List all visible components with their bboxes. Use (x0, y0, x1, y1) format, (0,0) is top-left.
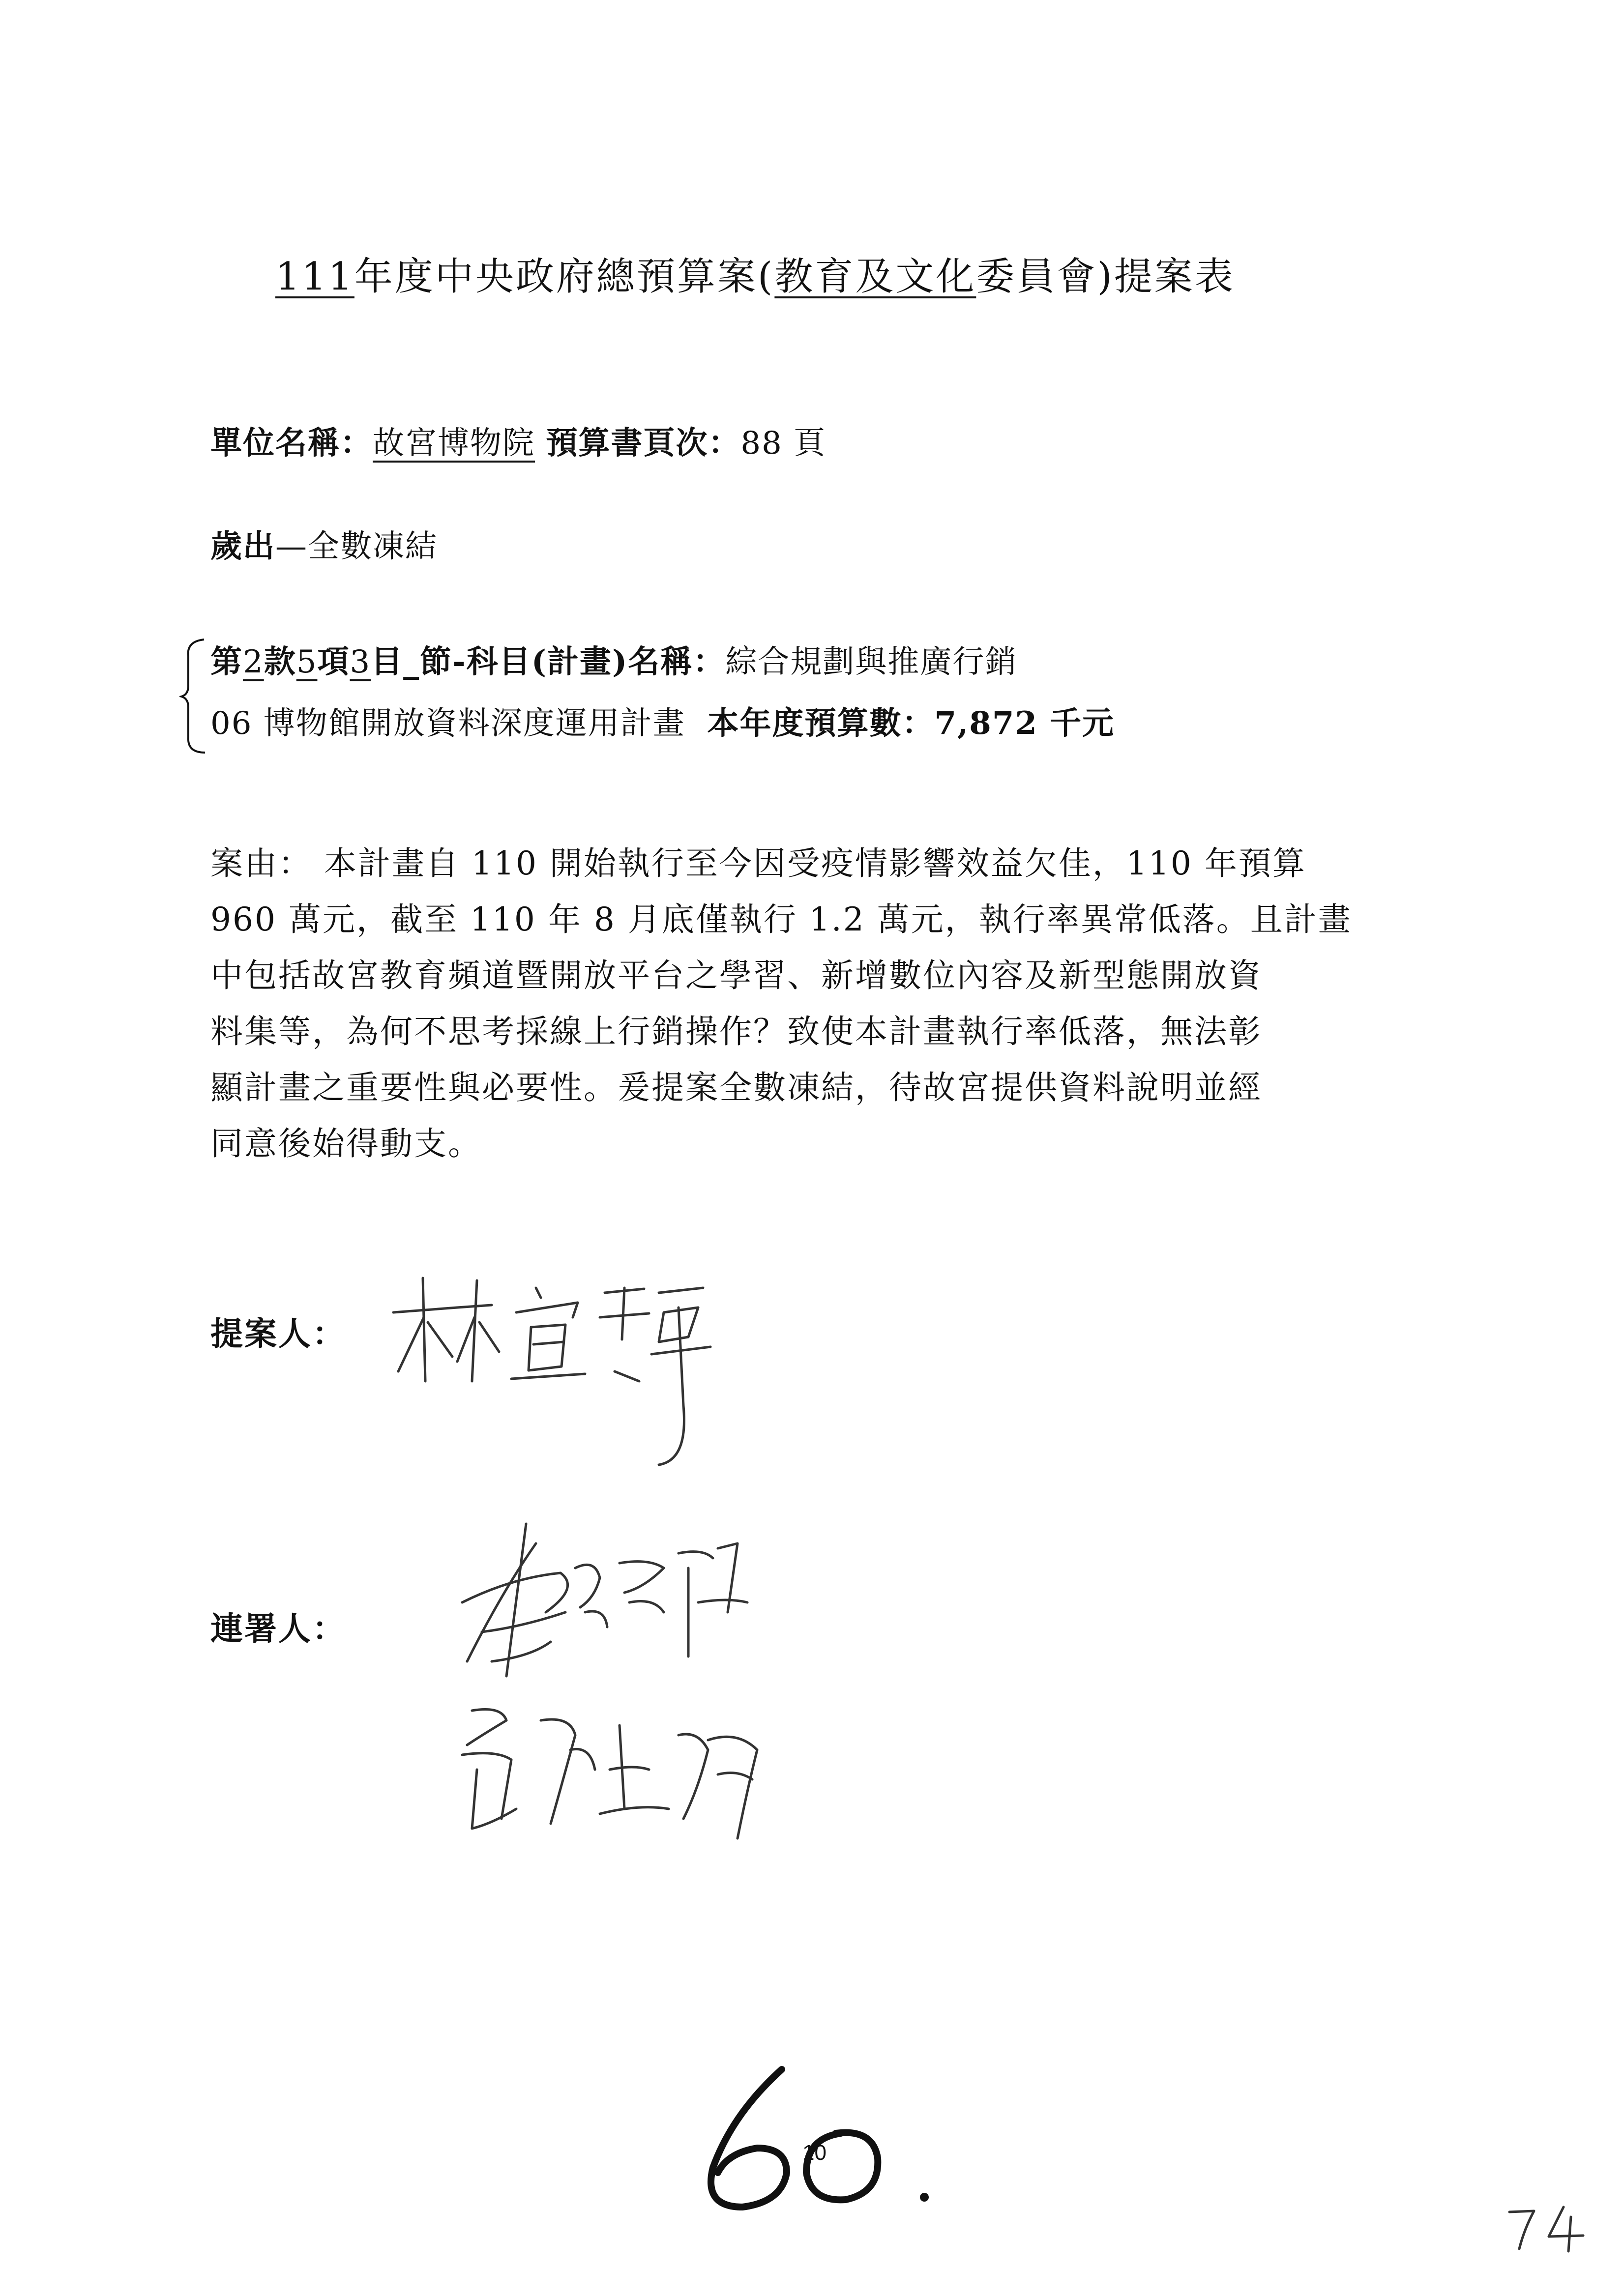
cosigner-label: 連署人： (210, 1609, 346, 1648)
unit-value: 故宮博物院 (373, 425, 535, 462)
proposer-label: 提案人： (210, 1314, 346, 1353)
page-label: 預算書頁次： (546, 425, 741, 462)
item-line-1 (210, 637, 1017, 682)
corner-number (1505, 2202, 1593, 2256)
document-title (275, 246, 1235, 301)
title-committee: 教育及文化 (774, 255, 976, 299)
title-year: 111 (275, 255, 354, 299)
budget-value: 7,872 千元 (934, 705, 1115, 742)
item-xiang-num: 5 (296, 644, 318, 680)
item-colon: ： (693, 643, 726, 680)
reason-line: 中包括故宮教育頻道暨開放平台之學習、新增數位內容及新型態開放資 (210, 957, 1262, 994)
expenditure-value: —全數凍結 (275, 528, 438, 565)
left-brace (179, 637, 209, 755)
reason-line: 同意後始得動支。 (210, 1125, 482, 1163)
reason-paragraph (210, 836, 1410, 1172)
unit-label: 單位名稱： (210, 425, 373, 462)
proposer-signature (384, 1258, 728, 1494)
item-mu-num: 3 (350, 644, 371, 680)
item-xiang: 項 (317, 643, 350, 680)
title-part2: 委員會)提案表 (976, 255, 1235, 299)
item-kuan-num: 2 (243, 644, 264, 680)
reason-line: 960 萬元，截至 110 年 8 月底僅執行 1.2 萬元，執行率異常低落。且計畫 (210, 901, 1352, 938)
item-line-2 (210, 698, 1115, 743)
plan-name: 06 博物館開放資料深度運用計畫 (210, 705, 685, 742)
reason-line: 料集等，為何不思考採線上行銷操作？致使本計畫執行率低落，無法彰 (210, 1013, 1262, 1050)
cosigner-signature-1 (433, 1514, 777, 1701)
item-jie: _節-科目(計畫)名稱 (403, 643, 693, 680)
expenditure-label: 歲出 (210, 528, 275, 565)
title-part1: 年度中央政府總預算案( (354, 255, 775, 299)
item-di: 第 (210, 643, 243, 680)
unit-line (210, 418, 826, 463)
item-mu: 目 (371, 643, 404, 680)
reason-line: 顯計畫之重要性與必要性。爰提案全數凍結，待故宮提供資料說明並經 (210, 1069, 1262, 1106)
reason-line: 案由： 本計畫自 110 開始執行至今因受疫情影響效益欠佳，110 年預算 (210, 844, 1306, 882)
item-kuan: 款 (264, 643, 296, 680)
expenditure-line (210, 521, 438, 566)
cosigner-signature-2 (443, 1691, 797, 1858)
page-number: 10 (802, 2141, 827, 2165)
item-name: 綜合規劃與推廣行銷 (725, 644, 1018, 680)
page-value: 88 頁 (740, 425, 827, 462)
budget-label: 本年度預算數： (707, 705, 935, 742)
